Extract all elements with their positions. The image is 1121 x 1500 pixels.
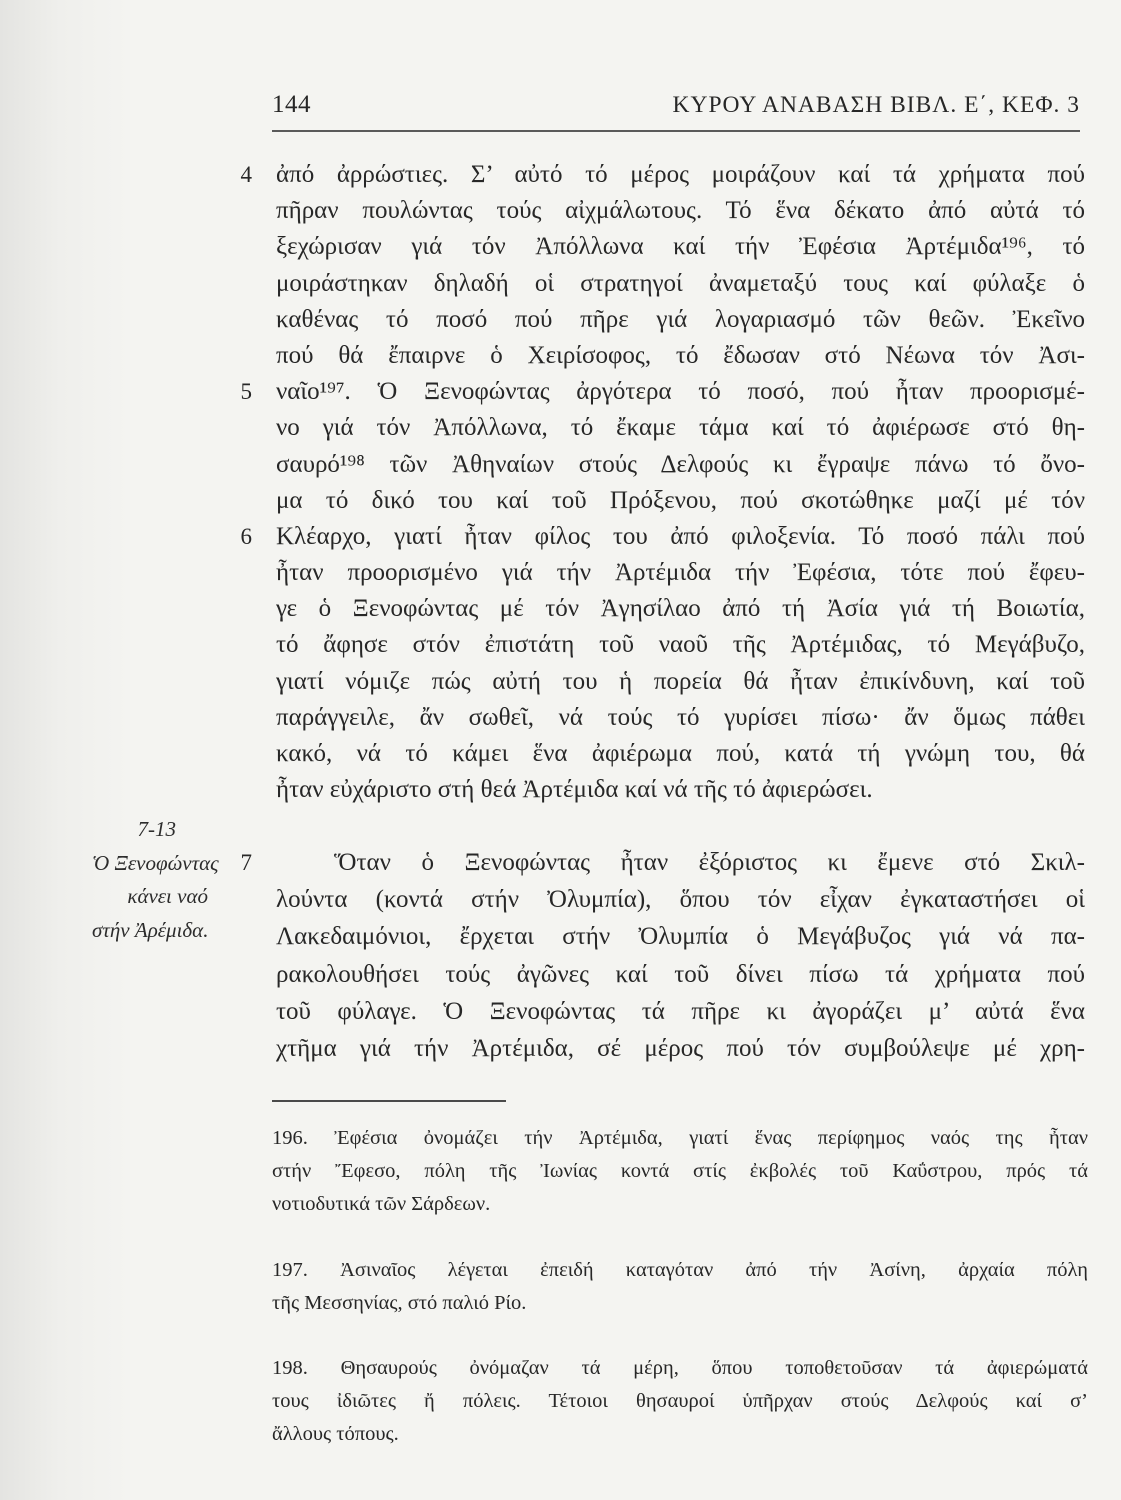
footnote-197 xyxy=(272,1254,1088,1320)
margin-number: 5 xyxy=(240,379,252,405)
footnote-row xyxy=(272,1385,1088,1418)
text-row xyxy=(276,956,1085,993)
footnote-number: 198. xyxy=(272,1356,308,1379)
text-line: Ὅταν ὁ Ξενοφώντας ἦταν ἐξόριστος κι ἔμενε στό Σκιλ- xyxy=(334,849,1085,876)
footnote-row xyxy=(272,1188,1088,1221)
footnote-row xyxy=(272,1287,1088,1320)
footnote-row xyxy=(272,1352,1088,1385)
text-row xyxy=(276,229,1085,265)
footnote-row xyxy=(272,1122,1088,1155)
text-row xyxy=(276,410,1085,446)
text-line: μα τό δικό του καί τοῦ Πρόξενου, πού σκοτώθηκε μαζί μέ τόν xyxy=(276,486,1085,514)
text-line: νο γιά τόν Ἀπόλλωνα, τό ἔκαμε τάμα καί τό ἀφιέρωσε στό θη- xyxy=(276,414,1085,442)
margin-number: 6 xyxy=(240,523,252,549)
text-line: πού θά ἔπαιρνε ὁ Χειρίσοφος, τό ἔδωσαν στό Νέωνα τόν Ἀσι- xyxy=(276,341,1085,369)
footnote-text: Θησαυρούς ὀνόμαζαν τά μέρη, ὅπου τοποθετοῦσαν τά ἀφιερώματά xyxy=(340,1356,1088,1379)
footnote-line: στήν Ἔφεσο, πόλη τῆς Ἰωνίας κοντά στίς ἐκβολές τοῦ Καΰστρου, πρός τά xyxy=(272,1159,1088,1182)
text-line: τοῦ φύλαγε. Ὁ Ξενοφώντας τά πῆρε κι ἀγοράζει μ’ αὐτά ἕνα xyxy=(276,997,1085,1025)
text-line: μοιράστηκαν δηλαδή οἱ στρατηγοί ἀναμεταξύ τους καί φύλαξε ὁ xyxy=(276,269,1085,297)
footnote-line xyxy=(272,1254,1088,1287)
footnote-line xyxy=(272,1122,1088,1155)
text-line: χτῆμα γιά τήν Ἀρτέμιδα, σέ μέρος πού τόν συμβούλεψε μέ χρη- xyxy=(276,1034,1085,1062)
footnote-number: 197. xyxy=(272,1258,308,1281)
text-row xyxy=(276,700,1085,736)
text-line: Λακεδαιμόνιοι, ἔρχεται στήν Ὀλυμπία ὁ Μεγάβυζος γιά νά πα- xyxy=(276,923,1085,951)
footnote-line: τῆς Μεσσηνίας, στό παλιό Ρίο. xyxy=(272,1291,527,1314)
page-number: 144 xyxy=(272,91,311,118)
text-line: Κλέαρχο, γιατί ἦταν φίλος του ἀπό φιλοξενία. Τό ποσό πάλι πού xyxy=(276,522,1085,550)
text-line: παράγγειλε, ἄν σωθεῖ, νά τούς τό γυρίσει πίσω· ἄν ὅμως πάθει xyxy=(276,703,1085,731)
text-line: ρακολουθήσει τούς ἀγῶνες καί τοῦ δίνει πίσω τά χρήματα πού xyxy=(276,960,1085,988)
footnote-line: νοτιοδυτικά τῶν Σάρδεων. xyxy=(272,1192,491,1215)
footnote-number: 196. xyxy=(272,1126,308,1149)
text-row xyxy=(276,881,1085,918)
text-line: ἀπό ἀρρώστιες. Σ’ αὐτό τό μέρος μοιράζουν καί τά χρήματα πού xyxy=(276,161,1085,188)
text-row xyxy=(276,1030,1085,1067)
footnote-198 xyxy=(272,1352,1088,1451)
footnote-row xyxy=(272,1418,1088,1451)
footnote-line: ἄλλους τόπους. xyxy=(272,1422,399,1445)
footnote-row xyxy=(272,1254,1088,1287)
text-line: ξεχώρισαν γιά τόν Ἀπόλλωνα καί τήν Ἐφέσια Ἀρτέμιδα¹⁹⁶, τό xyxy=(276,233,1085,261)
text-row xyxy=(240,519,1085,555)
margin-number: 7 xyxy=(240,850,252,875)
text-row xyxy=(276,772,1085,808)
text-line: γε ὁ Ξενοφώντας μέ τόν Ἀγησίλαο ἀπό τή Ἀσία γιά τή Βοιωτία, xyxy=(276,595,1085,623)
footnote-text: Ἐφέσια ὀνομάζει τήν Ἀρτέμιδα, γιατί ἕνας περίφημος ναός της ἦταν xyxy=(334,1126,1088,1149)
text-row xyxy=(276,266,1085,302)
sidenote-line: στήν Ἀρέμιδα. xyxy=(92,917,209,942)
running-title: ΚΥΡΟΥ ΑΝΑΒΑΣΗ ΒΙΒΛ. Ε΄, ΚΕΦ. 3 xyxy=(672,92,1080,118)
paragraph-7 xyxy=(240,844,1085,1067)
text-row xyxy=(276,483,1085,519)
sidenote-range: 7-13 xyxy=(137,817,176,841)
text-row xyxy=(240,844,1085,881)
sidenote-line: Ὁ Ξενοφώντας xyxy=(92,850,219,875)
text-row xyxy=(276,736,1085,772)
text-line: σαυρό¹⁹⁸ τῶν Ἀθηναίων στούς Δελφούς κι ἔγραψε πάνω τό ὄνο- xyxy=(276,450,1085,478)
text-row xyxy=(276,338,1085,374)
footnote-text: Ἀσιναῖος λέγεται ἐπειδή καταγόταν ἀπό τήν Ἀσίνη, ἀρχαία πόλη xyxy=(340,1258,1088,1281)
footnote-line: τους ἰδιῶτες ἤ πόλεις. Τέτοιοι θησαυροί ὑπῆρχαν στούς Δελφούς καί σ’ xyxy=(272,1389,1088,1412)
margin-number: 4 xyxy=(240,162,252,187)
text-line: ναῖο¹⁹⁷. Ὁ Ξενοφώντας ἀργότερα τό ποσό, πού ἦταν προορισμέ- xyxy=(276,378,1085,406)
header-rule xyxy=(272,130,1080,132)
text-row xyxy=(276,447,1085,483)
footnote-rule xyxy=(272,1100,506,1102)
text-line: κακό, νά τό κάμει ἕνα ἀφιέρωμα πού, κατά τή γνώμη του, θά xyxy=(276,740,1085,767)
text-row xyxy=(276,302,1085,338)
text-row xyxy=(276,918,1085,955)
text-line: λούντα (κοντά στήν Ὀλυμπία), ὅπου τόν εἶχαν ἐγκαταστήσει οἱ xyxy=(276,886,1085,914)
text-row xyxy=(276,627,1085,663)
footnote-196 xyxy=(272,1122,1088,1221)
text-row xyxy=(276,555,1085,591)
sidenote-line: κάνει ναό xyxy=(127,884,208,908)
text-row xyxy=(276,993,1085,1030)
sidenote xyxy=(92,813,219,947)
text-row xyxy=(276,591,1085,627)
text-row xyxy=(240,374,1085,410)
text-line: ἦταν προορισμένο γιά τήν Ἀρτέμιδα τήν Ἐφέσια, τότε πού ἔφευ- xyxy=(276,559,1085,587)
main-text xyxy=(240,157,1085,808)
text-row xyxy=(240,157,1085,193)
footnote-line xyxy=(272,1352,1088,1385)
text-line: πῆραν πουλώντας τούς αἰχμάλωτους. Τό ἕνα δέκατο ἀπό αὐτά τό xyxy=(276,197,1085,225)
text-row xyxy=(276,193,1085,229)
footnote-row xyxy=(272,1155,1088,1188)
text-line: γιατί νόμιζε πώς αὐτή του ἡ πορεία θά ἦταν ἐπικίνδυνη, καί τοῦ xyxy=(276,667,1085,695)
text-line: τό ἄφησε στόν ἐπιστάτη τοῦ ναοῦ τῆς Ἀρτέμιδας, τό Μεγάβυζο, xyxy=(276,631,1085,659)
text-row xyxy=(276,664,1085,700)
text-line: ἦταν εὐχάριστο στή θεά Ἀρτέμιδα καί νά τῆς τό ἀφιερώσει. xyxy=(276,776,873,804)
text-line: καθένας τό ποσό πού πῆρε γιά λογαριασμό τῶν θεῶν. Ἐκεῖνο xyxy=(276,305,1085,333)
